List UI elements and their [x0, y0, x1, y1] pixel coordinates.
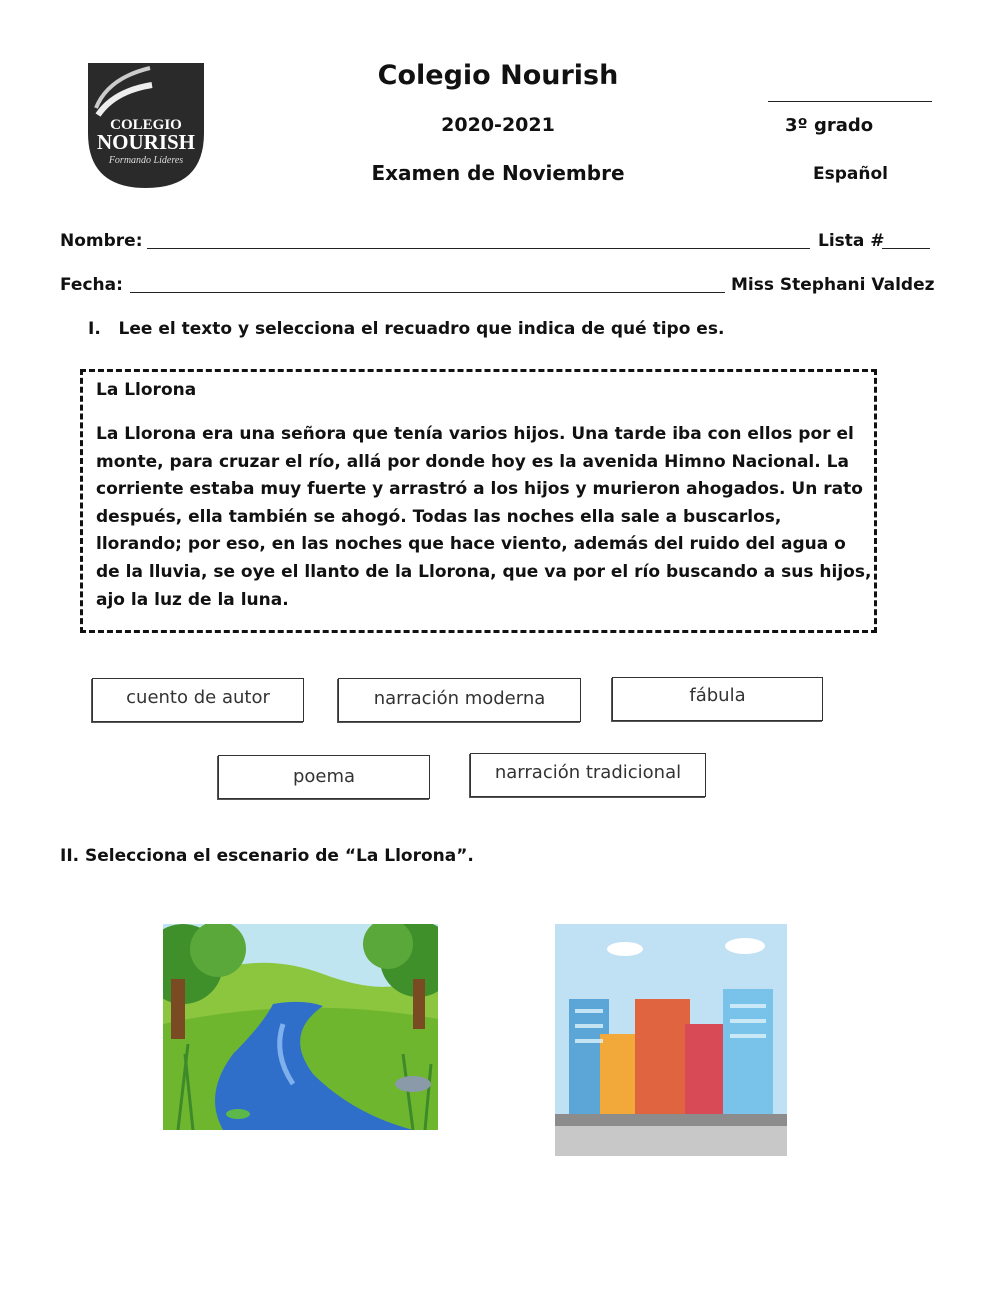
list-label: Lista # [818, 231, 885, 251]
grade: 3º grado [785, 115, 874, 136]
exam-title: Examen de Noviembre [371, 161, 625, 185]
river-landscape-image[interactable] [163, 924, 438, 1130]
svg-text:NOURISH: NOURISH [96, 130, 196, 154]
story-title: La Llorona [96, 380, 197, 400]
date-input-line[interactable] [130, 292, 725, 293]
option-poema[interactable]: poema [218, 755, 430, 799]
story-line: ajo la luz de la luna. [96, 589, 289, 610]
list-input-line[interactable] [882, 248, 930, 249]
city-buildings-image[interactable] [555, 924, 787, 1156]
date-label: Fecha: [60, 275, 123, 295]
story-line: La Llorona era una señora que tenía varios hijos. Una tarde iba con ellos por el [96, 424, 854, 444]
option-cuento-de-autor[interactable]: cuento de autor [92, 678, 304, 722]
story-line: corriente estaba muy fuerte y arrastró a los hijos y murieron ahogados. Un rato [96, 479, 863, 500]
header-blank-line [768, 101, 932, 102]
story-line: de la lluvia, se oye el llanto de la Llorona, que va por el río buscando a sus hijos, [96, 561, 872, 582]
option-narracion-tradicional[interactable]: narración tradicional [470, 753, 706, 797]
teacher-name: Miss Stephani Valdez [731, 275, 935, 295]
story-line: monte, para cruzar el río, allá por donde hoy es la avenida Himno Nacional. La [96, 451, 849, 472]
svg-text:COLEGIO: COLEGIO [110, 117, 182, 133]
option-fabula[interactable]: fábula [612, 677, 823, 721]
section1-instruction: I. Lee el texto y selecciona el recuadro que indica de qué tipo es. [88, 319, 725, 339]
school-name: Colegio Nourish [377, 60, 619, 91]
section2-instruction: II. Selecciona el escenario de “La Llorona”. [60, 846, 474, 866]
subject: Español [813, 164, 888, 184]
name-label: Nombre: [60, 231, 143, 251]
name-input-line[interactable] [147, 248, 810, 249]
story-line: llorando; por eso, en las noches que hace viento, además del ruido del agua o [96, 534, 846, 555]
svg-text:Formando Líderes: Formando Líderes [108, 155, 184, 166]
option-narracion-moderna[interactable]: narración moderna [338, 678, 581, 722]
story-line: después, ella también se ahogó. Todas las noches ella sale a buscarlos, [96, 506, 782, 527]
school-year: 2020-2021 [441, 114, 555, 136]
story-text [96, 421, 871, 614]
